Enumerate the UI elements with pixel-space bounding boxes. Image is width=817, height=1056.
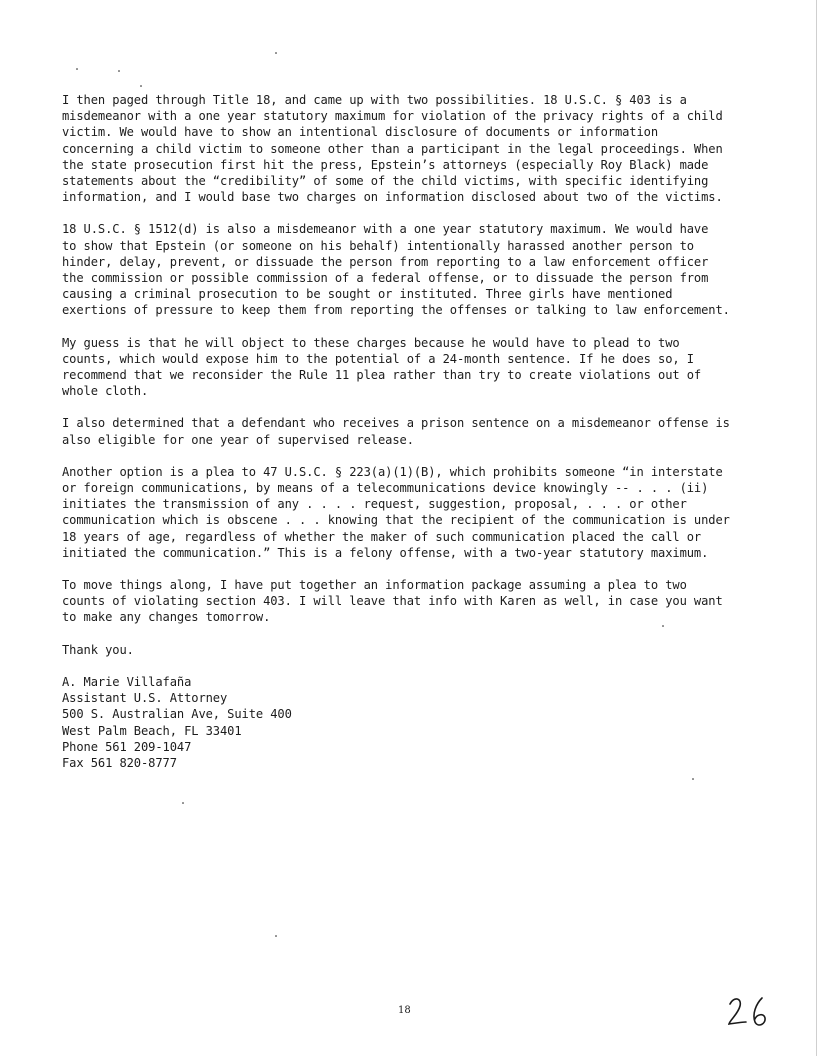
scan-speck [692, 778, 694, 780]
paragraph-information-package: To move things along, I have put together an information package assuming a plea to two counts of violating section 403. I will leave that info with Karen as well, in case you want to make any changes tomorrow. [62, 578, 723, 625]
signature-name: A. Marie Villafaña [62, 674, 192, 689]
paragraph-supervised-release: I also determined that a defendant who receives a prison sentence on a misdemeanor offense is also eligible for one year of supervised release. [62, 416, 730, 447]
scan-speck [275, 935, 277, 937]
scan-speck [140, 85, 142, 87]
paragraph-title18-possibilities: I then paged through Title 18, and came up with two possibilities. 18 U.S.C. § 403 is a misdemeanor with a one year statutory maximum for violation of the privacy rights of a child victim. We would have to show an intentional disclosure of documents or information concerning a child victim to someone other than a participant in the legal proceedings. When the state prosecution first hit the press, Epstein’s attorneys (especially Roy Black) made statements about the “credibility” of some of the child victims, with specific identifying information, and I would base two charges on information disclosed about two of the victims. [62, 93, 723, 205]
signature-title: Assistant U.S. Attorney [62, 691, 228, 706]
signature-block [62, 674, 762, 771]
signature-fax: Fax 561 820-8777 [62, 755, 177, 770]
paragraph-1512d: 18 U.S.C. § 1512(d) is also a misdemeanor with a one year statutory maximum. We would have to show that Epstein (or someone on his behalf) intentionally harassed another person to hinder, delay, prevent, or dissuade the person from reporting to a law enforcement officer the commission or possible commission of a federal offense, or to dissuade the person from causing a criminal prosecution to be sought or instituted. Three girls have mentioned exertions of pressure to keep them from reporting the offenses or talking to law enforcement. [62, 222, 730, 318]
signature-address-line2: West Palm Beach, FL 33401 [62, 723, 242, 738]
paragraph-another-option: Another option is a plea to 47 U.S.C. § 223(a)(1)(B), which prohibits someone “in interstate or foreign communications, by means of a telecommunications device knowingly -- . . . (ii) initiates the transmission of any . . . . request, suggestion, proposal, . . . or other communication which is obscene . . . knowing that the recipient of the communication is under 18 years of age, regardless of whether the maker of such communication placed the call or initiated the communication.” This is a felony offense, with a two-year statutory maximum. [62, 464, 730, 560]
scan-speck [182, 802, 184, 804]
scan-speck [275, 52, 277, 54]
scan-speck [118, 70, 120, 72]
paragraph-guess: My guess is that he will object to these charges because he would have to plead to two counts, which would expose him to the potential of a 24-month sentence. If he does so, I recommend that we reconsider the Rule 11 plea rather than try to create violations out of whole cloth. [62, 335, 702, 399]
handwritten-page-mark [726, 990, 776, 1030]
scan-speck [76, 68, 78, 70]
signature-address-line1: 500 S. Australian Ave, Suite 400 [62, 707, 292, 722]
page-number: 18 [398, 1005, 411, 1016]
signature-phone: Phone 561 209-1047 [62, 739, 192, 754]
paragraph-thank-you: Thank you. [62, 642, 134, 657]
memo-body [62, 92, 762, 771]
